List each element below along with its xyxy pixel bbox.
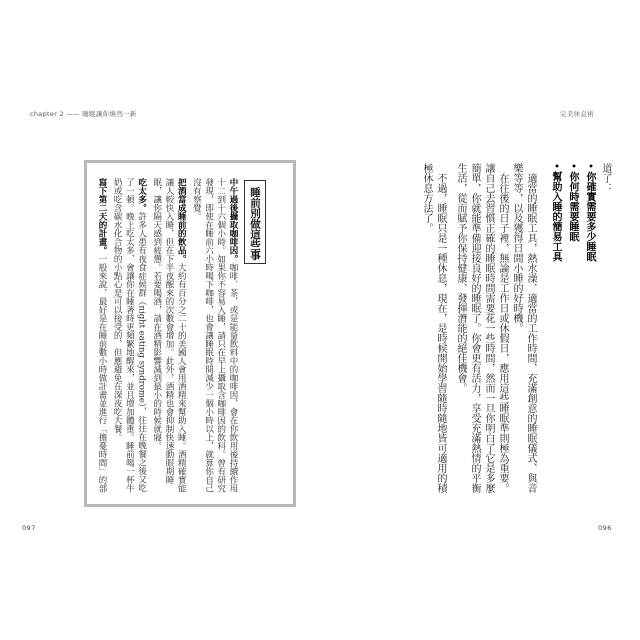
bullet-list (547, 163, 598, 495)
sidebar-item-lead: 把酒當成睡前的飲品。 (176, 178, 187, 263)
sidebar-item-lead: 吃太多。 (136, 178, 147, 212)
body-paragraph: 不過，睡眠只是一種休息，現在，是時候開始學習隨時隨地皆可適用的積極休息方法了。 (421, 163, 446, 493)
sidebar-item-text: 大約有百分之二十的美國人會用酒精來幫助入睡。酒精確實能讓人較快入睡，但在下半夜醒來的次數會增加。此外，酒精也會抑制快速動眼期睡眠，讓你隔天感到疲憊。若要喝酒，請在酒精影響減到最小的時候就寢。 (151, 178, 187, 493)
intro-line: 道了： (600, 163, 611, 193)
sidebar-item (190, 178, 239, 500)
bullet-item: • 你確實需要多少睡眠 (581, 163, 598, 495)
body-paragraph: 在往後的日子裡，無論是工作日或休假日，應用這些睡眠準則極為重要。讓自己去習慣正確的睡眠時間需要花一些時間，然而一旦你明白了它是多麼簡單，你就能準備迎接良好的睡眠了。你會更有活力，享受充滿熱情的平衡生活，從而賦予你保持健康、發揮潛能的絕佳機會。 (455, 163, 508, 493)
sidebar-title: 睡前別做這些事 (244, 180, 266, 264)
right-page-body (418, 163, 612, 495)
bullet-item: • 你何時需要睡眠 (564, 163, 581, 495)
left-page-number: 097 (22, 524, 36, 532)
right-running-head: 完美休息術 (560, 110, 594, 118)
sidebar-item-text: 許多人患有夜食症候群（night eating syndrome），往往在晚餐之後又吃了一頓。晚上吃太多，會讓你在睡著時更頻繁地醒來，並且增加體重。睡前喝一杯牛奶或吃含碳水化合物的小點心是可以接受的，但應避免在深夜吃大餐。 (112, 178, 147, 493)
bullet-item: • 幫助入睡的簡易工具 (547, 163, 564, 495)
sidebar-item (111, 178, 148, 500)
sidebar-item (151, 178, 188, 500)
sidebar-item-lead: 中午過後攝取咖啡因。 (228, 178, 238, 263)
left-running-head: chapter 2 —— 睡眠讓你煥然一新 (30, 110, 137, 118)
sidebar-item-text: 咖啡、茶，或是能量飲料中的咖啡因，會在你飲用後持續作用十二到十六個小時。如果你不容易入睡，請只在早上攝取含咖啡因的飲料。曾有研究發現，即使在睡前六小時喝下咖啡，也會讓睡眠時間減少一個小時以上，就算你自己沒有察覺。 (191, 178, 238, 493)
sidebar-box (84, 160, 296, 507)
body-paragraph: 適當的睡眠工具，熱水澡、適當的工作時間、充滿創意的睡眠儀式、與音樂等等，以及獲得日間小睡的好時機。 (511, 163, 536, 493)
sidebar-item-text: 一般來說，最好是在睡前數小時做計畫並進行「擔憂時間」的部 (96, 254, 107, 493)
sidebar-item (96, 178, 108, 500)
sidebar-item-lead: 寫下第二天的計畫。 (96, 178, 107, 255)
right-page-number: 096 (598, 524, 612, 532)
sidebar-text (89, 178, 239, 500)
